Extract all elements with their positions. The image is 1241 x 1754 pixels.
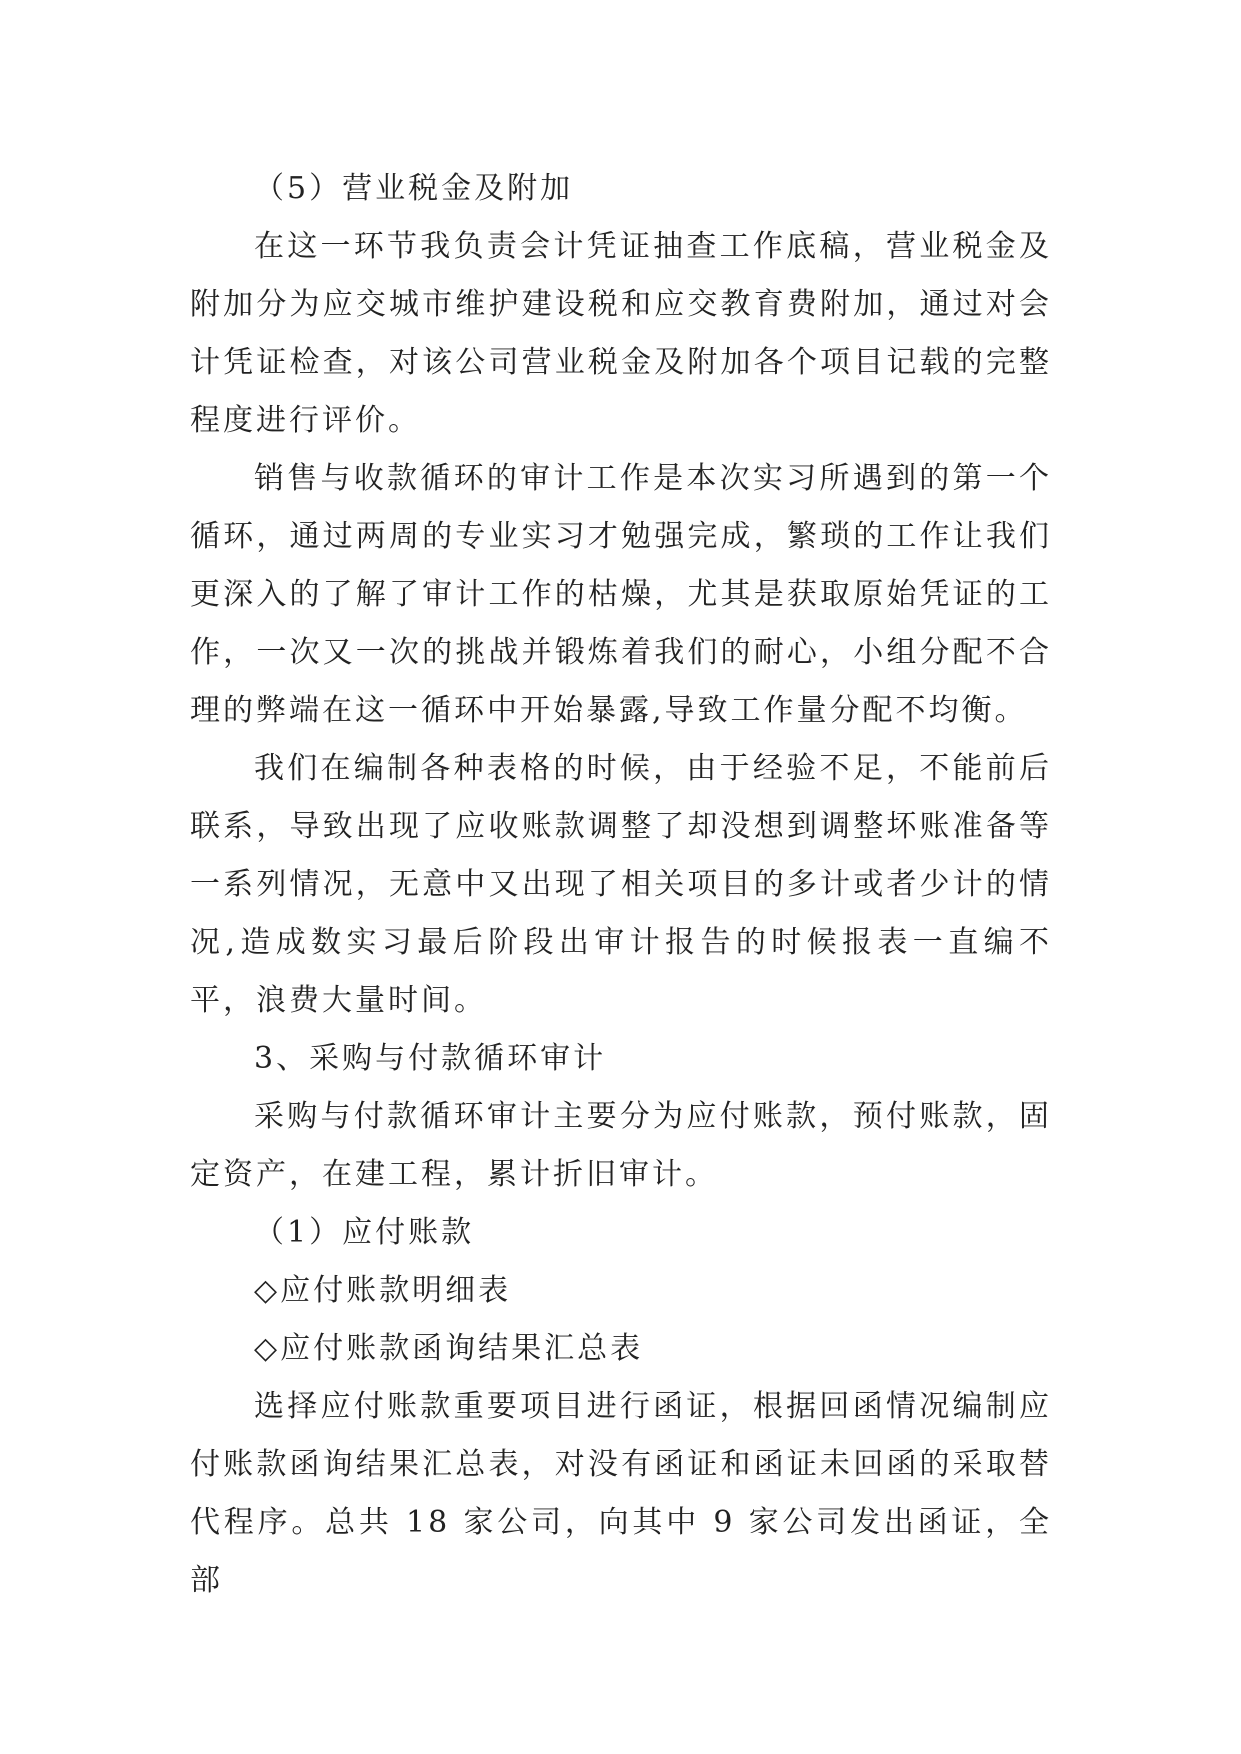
- section-heading-3: 3、采购与付款循环审计: [254, 1041, 607, 1076]
- section-heading-1: （1）应付账款: [254, 1215, 475, 1250]
- paragraph-tax-surcharge: 在这一环节我负责会计凭证抽查工作底稿，营业税金及附加分为应交城市维护建设税和应交教育费附加，通过对会计凭证检查，对该公司营业税金及附加各个项目记载的完整程度进行评价。: [190, 229, 1052, 438]
- bullet-accounts-payable-detail: ◇应付账款明细表: [254, 1273, 512, 1308]
- paragraph-purchase-cycle: 采购与付款循环审计主要分为应付账款，预付账款，固定资产，在建工程，累计折旧审计。: [190, 1099, 1052, 1192]
- paragraph-table-preparation: 我们在编制各种表格的时候，由于经验不足，不能前后联系，导致出现了应收账款调整了却没想到调整坏账准备等一系列情况，无意中又出现了相关项目的多计或者少计的情况,造成数实习最后阶段出审计报告的时候报表一直编不平，浪费大量时间。: [190, 751, 1052, 1018]
- paragraph-sales-cycle: 销售与收款循环的审计工作是本次实习所遇到的第一个循环，通过两周的专业实习才勉强完成，繁琐的工作让我们更深入的了解了审计工作的枯燥，尤其是获取原始凭证的工作，一次又一次的挑战并锻炼着我们的耐心，小组分配不合理的弊端在这一循环中开始暴露,导致工作量分配不均衡。: [190, 461, 1052, 728]
- document-body: [190, 160, 1052, 1610]
- section-heading-5: （5）营业税金及附加: [254, 171, 574, 206]
- paragraph-confirmation-procedure: 选择应付账款重要项目进行函证，根据回函情况编制应付账款函询结果汇总表，对没有函证和函证未回函的采取替代程序。总共 18 家公司，向其中 9 家公司发出函证，全部: [190, 1389, 1052, 1598]
- bullet-confirmation-summary: ◇应付账款函询结果汇总表: [254, 1331, 644, 1366]
